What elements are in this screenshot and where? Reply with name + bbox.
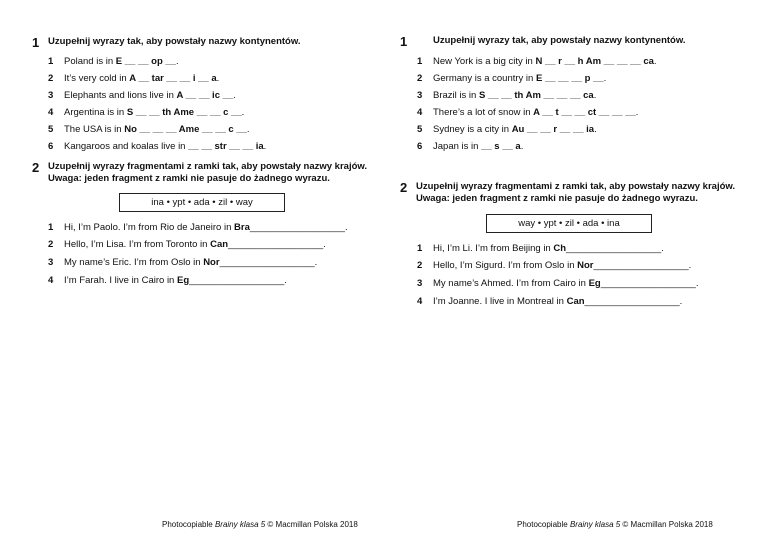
item-gap-word: Eg xyxy=(176,275,190,286)
footer-book-title: Brainy klasa 5 xyxy=(569,520,621,529)
right-ex1-item-2 xyxy=(417,73,606,85)
item-number: 4 xyxy=(417,296,423,307)
item-number: 1 xyxy=(48,56,54,67)
right-ex1-item-5 xyxy=(417,124,597,136)
word-fragment-box: way • ypt • zil • ada • ina xyxy=(486,214,652,233)
item-number: 2 xyxy=(417,73,423,84)
item-text: My name’s Eric. I’m from Oslo in xyxy=(64,257,201,268)
item-gap-word: No __ __ __ Ame __ __ c __ xyxy=(124,124,247,135)
item-gap-word: Can xyxy=(210,239,229,250)
item-number: 1 xyxy=(48,222,54,233)
item-tail: . xyxy=(246,124,250,135)
item-text: I’m Farah. I live in Cairo in xyxy=(64,275,175,286)
item-answer-line: __________________. xyxy=(249,222,348,233)
left-ex1-header xyxy=(32,36,301,49)
item-text: There’s a lot of snow in xyxy=(433,107,531,118)
right-ex2-header xyxy=(400,181,735,205)
right-ex1-header xyxy=(400,35,686,48)
item-gap-word: Au __ __ r __ __ ia xyxy=(511,124,595,135)
right-ex1-item-1 xyxy=(417,56,657,68)
item-answer-line: __________________. xyxy=(228,239,326,250)
exercise-instruction xyxy=(48,161,367,185)
left-footer xyxy=(162,520,358,530)
right-ex2-item-1 xyxy=(417,243,664,255)
exercise-number: 2 xyxy=(400,180,408,195)
item-gap-word: N __ r __ h Am __ __ __ ca xyxy=(535,56,654,67)
item-text: Hi, I’m Paolo. I’m from Rio de Janeiro in xyxy=(64,222,232,233)
item-tail: . xyxy=(216,73,220,84)
item-number: 3 xyxy=(417,278,423,289)
item-tail: . xyxy=(520,141,524,152)
item-text: Hello, I’m Lisa. I’m from Toronto in xyxy=(64,239,208,250)
left-ex1-item-3 xyxy=(48,90,236,102)
instruction-line-1: Uzupełnij wyrazy fragmentami z ramki tak, aby powstały nazwy krajów. xyxy=(416,181,736,192)
left-ex1-item-5 xyxy=(48,124,250,136)
right-ex2-item-3 xyxy=(417,278,698,290)
item-gap-word: __ s __ a xyxy=(481,141,521,152)
item-number: 4 xyxy=(417,107,423,118)
item-gap-word: E __ __ op __ xyxy=(115,56,176,67)
item-answer-line: __________________. xyxy=(566,243,664,254)
item-gap-word: S __ __ th Ame __ __ c __ xyxy=(126,107,242,118)
item-number: 3 xyxy=(417,90,423,101)
item-number: 4 xyxy=(48,107,54,118)
item-number: 2 xyxy=(417,260,423,271)
exercise-number: 1 xyxy=(32,35,40,50)
left-ex1-item-6 xyxy=(48,141,266,153)
item-text: It’s very cold in xyxy=(64,73,127,84)
exercise-instruction: Uzupełnij wyrazy tak, aby powstały nazwy kontynentów. xyxy=(48,36,301,47)
instruction-line-1: Uzupełnij wyrazy fragmentami z ramki tak, aby powstały nazwy krajów. xyxy=(48,161,368,172)
item-number: 1 xyxy=(417,243,423,254)
item-text: Elephants and lions live in xyxy=(64,90,174,101)
item-number: 5 xyxy=(48,124,54,135)
left-ex1-item-1 xyxy=(48,56,179,68)
item-gap-word: Ch xyxy=(553,243,567,254)
item-answer-line: __________________. xyxy=(584,296,683,307)
item-text: New York is a big city in xyxy=(433,56,533,67)
item-number: 2 xyxy=(48,73,54,84)
item-gap-word: S __ __ th Am __ __ __ ca xyxy=(478,90,594,101)
right-ex1-item-4 xyxy=(417,107,638,119)
item-text: Sydney is a city in xyxy=(433,124,510,135)
item-number: 5 xyxy=(417,124,423,135)
item-text: Poland is in xyxy=(64,56,114,67)
exercise-number: 1 xyxy=(400,34,408,49)
item-number: 4 xyxy=(48,275,54,286)
item-answer-line: __________________. xyxy=(219,257,318,268)
instruction-line-2: Uwaga: jeden fragment z ramki nie pasuje do żadnego wyrazu. xyxy=(48,173,330,184)
left-ex2-item-3 xyxy=(48,257,317,269)
item-number: 2 xyxy=(48,239,54,250)
item-gap-word: A __ t __ __ ct __ __ __ xyxy=(533,107,636,118)
item-number: 3 xyxy=(48,257,54,268)
exercise-instruction: Uzupełnij wyrazy tak, aby powstały nazwy kontynentów. xyxy=(433,35,686,46)
item-text: Kangaroos and koalas live in xyxy=(64,141,186,152)
footer-copyright: © Macmillan Polska 2018 xyxy=(265,520,358,529)
item-text: Argentina is in xyxy=(64,107,125,118)
item-text: Hello, I’m Sigurd. I’m from Oslo in xyxy=(433,260,575,271)
footer-prefix: Photocopiable xyxy=(517,520,570,529)
item-gap-word: A __ __ ic __ xyxy=(176,90,234,101)
exercise-number: 2 xyxy=(32,160,40,175)
item-number: 1 xyxy=(417,56,423,67)
item-gap-word: E __ __ __ p __ xyxy=(535,73,604,84)
footer-book-title: Brainy klasa 5 xyxy=(214,520,266,529)
item-text: Brazil is in xyxy=(433,90,477,101)
item-tail: . xyxy=(635,107,639,118)
item-gap-word: A __ tar __ __ i __ a xyxy=(129,73,217,84)
item-number: 6 xyxy=(48,141,54,152)
item-tail: . xyxy=(233,90,236,101)
item-answer-line: __________________. xyxy=(593,260,692,271)
right-ex1-item-6 xyxy=(417,141,523,153)
item-number: 6 xyxy=(417,141,423,152)
right-ex2-item-2 xyxy=(417,260,691,272)
item-tail: . xyxy=(603,73,607,84)
item-gap-word: __ __ str __ __ ia xyxy=(188,141,264,152)
item-tail: . xyxy=(175,56,179,67)
item-answer-line: __________________. xyxy=(189,275,287,286)
item-gap-word: Eg xyxy=(588,278,601,289)
footer-prefix: Photocopiable xyxy=(162,520,215,529)
item-text: My name’s Ahmed. I’m from Cairo in xyxy=(433,278,586,289)
item-tail: . xyxy=(594,124,597,135)
right-footer xyxy=(517,520,713,530)
item-gap-word: Nor xyxy=(203,257,220,268)
item-gap-word: Can xyxy=(566,296,585,307)
left-ex1-item-4 xyxy=(48,107,244,119)
left-ex1-item-2 xyxy=(48,73,219,85)
instruction-line-2: Uwaga: jeden fragment z ramki nie pasuje do żadnego wyrazu. xyxy=(416,193,698,204)
item-text: The USA is in xyxy=(64,124,122,135)
footer-copyright: © Macmillan Polska 2018 xyxy=(620,520,713,529)
right-ex2-item-4 xyxy=(417,296,682,308)
item-text: Japan is in xyxy=(433,141,479,152)
item-number: 3 xyxy=(48,90,54,101)
item-answer-line: __________________. xyxy=(600,278,699,289)
item-text: I’m Joanne. I live in Montreal in xyxy=(433,296,564,307)
item-tail: . xyxy=(593,90,597,101)
left-ex2-item-4 xyxy=(48,275,287,287)
item-tail: . xyxy=(653,56,657,67)
left-ex2-header xyxy=(32,161,367,185)
exercise-instruction xyxy=(416,181,735,205)
item-text: Hi, I’m Li. I’m from Beijing in xyxy=(433,243,551,254)
left-ex2-item-1 xyxy=(48,222,348,234)
item-tail: . xyxy=(263,141,267,152)
item-tail: . xyxy=(241,107,245,118)
item-text: Germany is a country in xyxy=(433,73,534,84)
left-ex2-item-2 xyxy=(48,239,326,251)
word-fragment-box: ina • ypt • ada • zil • way xyxy=(119,193,285,212)
item-gap-word: Nor xyxy=(577,260,594,271)
item-gap-word: Bra xyxy=(234,222,250,233)
right-ex1-item-3 xyxy=(417,90,596,102)
